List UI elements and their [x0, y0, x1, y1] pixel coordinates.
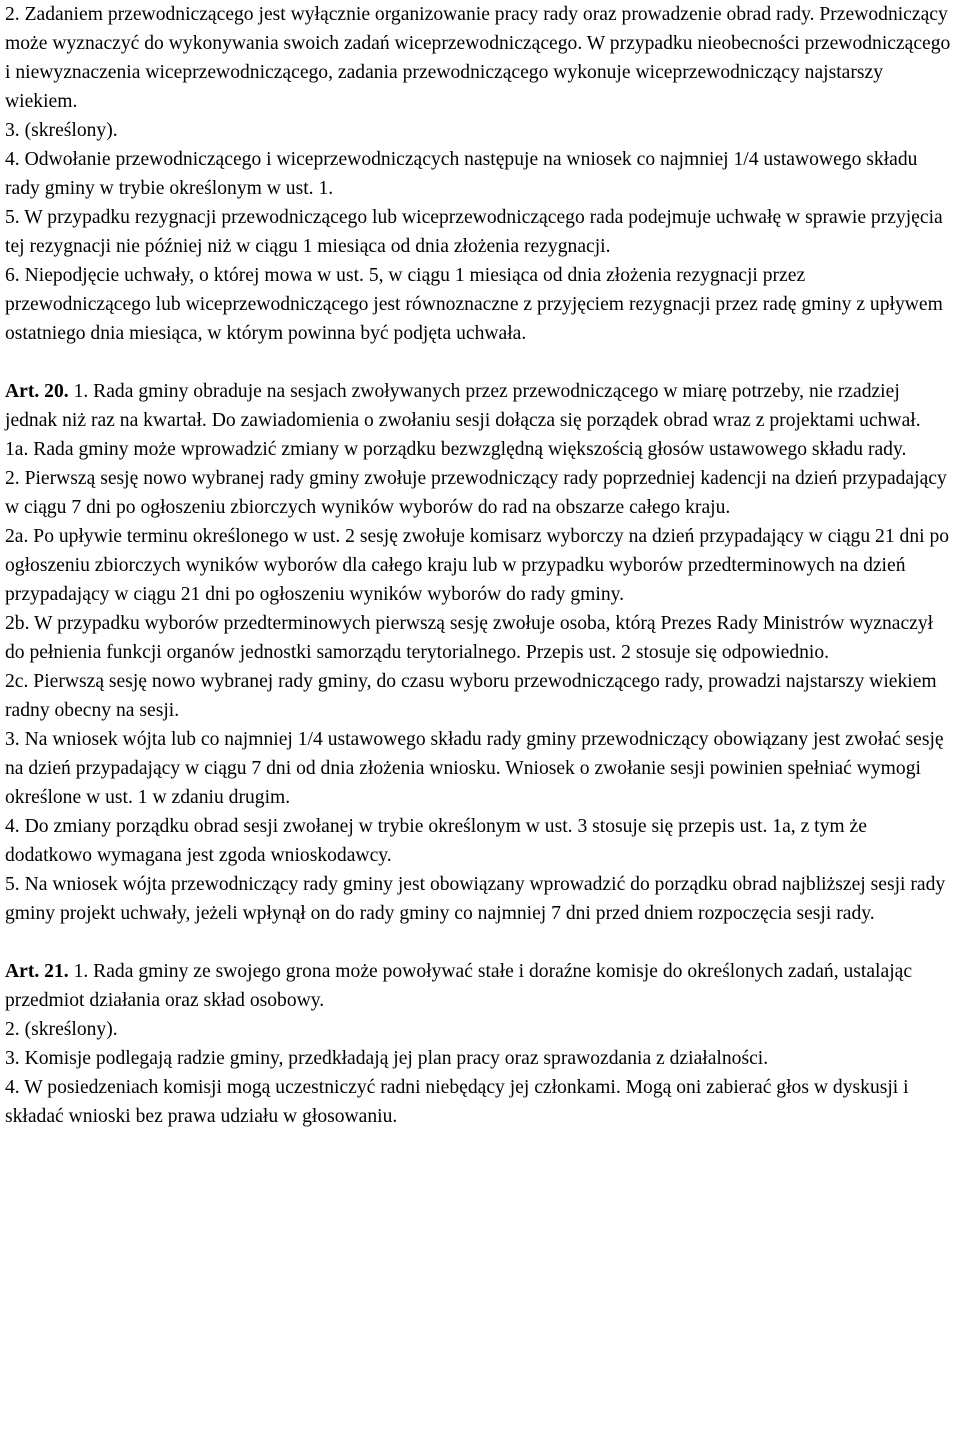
- art19-ust-4: 4. Odwołanie przewodniczącego i wiceprzewodniczących następuje na wniosek co najmniej 1/4 ustawowego składu rady gminy w trybie określonym w ust. 1.: [5, 149, 918, 199]
- art20-ust-2: 2. Pierwszą sesję nowo wybranej rady gminy zwołuje przewodniczący rady poprzedniej kadencji na dzień przypadający w ciągu 7 dni po ogłoszeniu zbiorczych wyników wyborów do rad na obszarze całego kraju.: [5, 468, 947, 518]
- art20-ust-2a: 2a. Po upływie terminu określonego w ust. 2 sesję zwołuje komisarz wyborczy na dzień przypadający w ciągu 21 dni po ogłoszeniu zbiorczych wyników wyborów dla całego kraju lub w przypadku wyborów przedterminowych na dzień przypadający w ciągu 21 dni po ogłoszeniu wyników wyborów do rady gminy.: [5, 526, 950, 605]
- art21-ust-2: 2. (skreślony).: [5, 1019, 118, 1040]
- art21-ust-1: [5, 957, 955, 1015]
- art19-ust-2: 2. Zadaniem przewodniczącego jest wyłącznie organizowanie pracy rady oraz prowadzenie obrad rady. Przewodniczący może wyznaczyć do wykonywania swoich zadań wiceprzewodniczącego. W przypadku nieobecności przewodniczącego i niewyznaczenia wiceprzewodniczącego, zadania przewodniczącego wykonuje wiceprzewodniczący najstarszy wiekiem.: [5, 4, 951, 112]
- art19-ust-5: 5. W przypadku rezygnacji przewodniczącego lub wiceprzewodniczącego rada podejmuje uchwałę w sprawie przyjęcia tej rezygnacji nie później niż w ciągu 1 miesiąca od dnia złożenia rezygnacji.: [5, 207, 943, 257]
- art20-ust-4: 4. Do zmiany porządku obrad sesji zwołanej w trybie określonym w ust. 3 stosuje się przepis ust. 1a, z tym że dodatkowo wymagana jest zgoda wnioskodawcy.: [5, 816, 867, 866]
- paragraph-gap: [5, 928, 955, 957]
- art20-ust-2c: 2c. Pierwszą sesję nowo wybranej rady gminy, do czasu wyboru przewodniczącego rady, prowadzi najstarszy wiekiem radny obecny na sesji.: [5, 671, 937, 721]
- art20-ust-2b: 2b. W przypadku wyborów przedterminowych pierwszą sesję zwołuje osoba, którą Prezes Rady Ministrów wyznaczył do pełnienia funkcji organów jednostki samorządu terytorialnego. Przepis ust. 2 stosuje się odpowiednio.: [5, 613, 934, 663]
- art21-ust-4: 4. W posiedzeniach komisji mogą uczestniczyć radni niebędący jej członkami. Mogą oni zabierać głos w dyskusji i składać wnioski bez prawa udziału w głosowaniu.: [5, 1077, 909, 1127]
- art19-ust-3: 3. (skreślony).: [5, 120, 118, 141]
- art20-ust-1-text: 1. Rada gminy obraduje na sesjach zwoływanych przez przewodniczącego w miarę potrzeby, nie rzadziej jednak niż raz na kwartał. Do zawiadomienia o zwołaniu sesji dołącza się porządek obrad wraz z projektami uchwał.: [5, 381, 921, 431]
- art19-ust-6: 6. Niepodjęcie uchwały, o której mowa w ust. 5, w ciągu 1 miesiąca od dnia złożenia rezygnacji przez przewodniczącego lub wiceprzewodniczącego jest równoznaczne z przyjęciem rezygnacji przez radę gminy z upływem ostatniego dnia miesiąca, w którym powinna być podjęta uchwała.: [5, 265, 943, 344]
- art21-label: Art. 21.: [5, 961, 69, 982]
- art20-ust-3: 3. Na wniosek wójta lub co najmniej 1/4 ustawowego składu rady gminy przewodniczący obowiązany jest zwołać sesję na dzień przypadający w ciągu 7 dni od dnia złożenia wniosku. Wniosek o zwołanie sesji powinien spełniać wymogi określone w ust. 1 w zdaniu drugim.: [5, 729, 944, 808]
- paragraph-gap: [5, 348, 955, 377]
- art20-ust-1: [5, 377, 955, 435]
- art21-ust-1-text: 1. Rada gminy ze swojego grona może powoływać stałe i doraźne komisje do określonych zadań, ustalając przedmiot działania oraz skład osobowy.: [5, 961, 913, 1011]
- art20-ust-1a: 1a. Rada gminy może wprowadzić zmiany w porządku bezwzględną większością głosów ustawowego składu rady.: [5, 439, 907, 460]
- art20-label: Art. 20.: [5, 381, 69, 402]
- art21-ust-3: 3. Komisje podlegają radzie gminy, przedkładają jej plan pracy oraz sprawozdania z działalności.: [5, 1048, 769, 1069]
- document-page: [5, 0, 955, 1131]
- art20-ust-5: 5. Na wniosek wójta przewodniczący rady gminy jest obowiązany wprowadzić do porządku obrad najbliższej sesji rady gminy projekt uchwały, jeżeli wpłynął on do rady gminy co najmniej 7 dni przed dniem rozpoczęcia sesji rady.: [5, 874, 946, 924]
